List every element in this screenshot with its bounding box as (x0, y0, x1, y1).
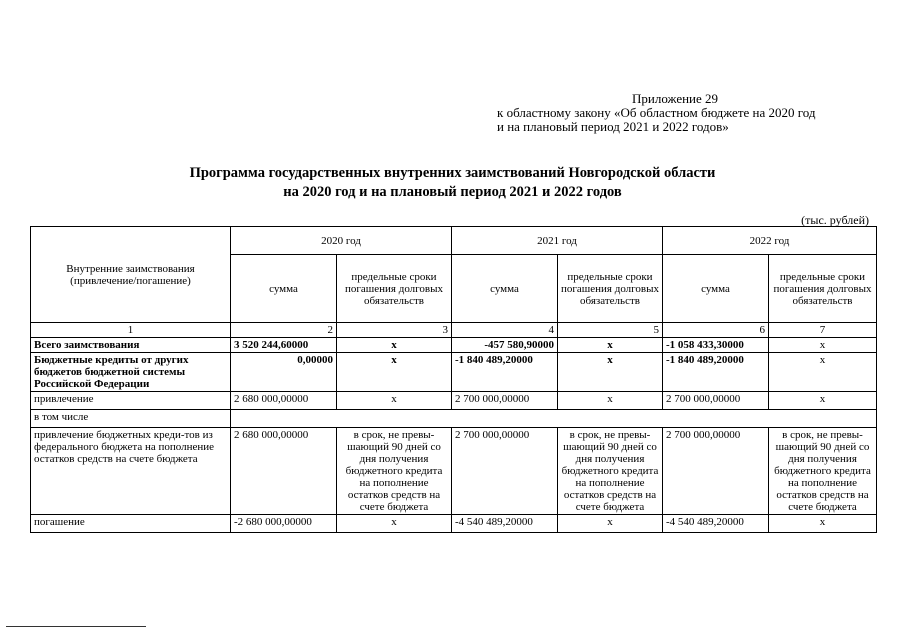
row-label: привлечение бюджетных креди-тов из федерального бюджета на пополнение остатков средств на счете бюджета (31, 428, 231, 515)
header-terms-2022: предельные сроки погашения долговых обязательств (769, 255, 877, 323)
row-label: погашение (31, 515, 231, 533)
header-terms-2021: предельные сроки погашения долговых обязательств (558, 255, 663, 323)
col-number: 7 (769, 323, 877, 338)
cell-terms-2021: x (558, 338, 663, 353)
document-title (0, 164, 905, 202)
col-number: 1 (31, 323, 231, 338)
appendix-law-ref: к областному закону «Об областном бюджете на 2020 год (497, 105, 816, 120)
cell-sum-2020: 3 520 244,60000 (231, 338, 337, 353)
col-number: 6 (663, 323, 769, 338)
cell-terms-2022: в срок, не превы-шающий 90 дней со дня получения бюджетного кредита на пополнение остатков средств на счете бюджета (769, 428, 877, 515)
cell-terms-2022: x (769, 353, 877, 392)
header-year-2021: 2021 год (452, 227, 663, 255)
cell-terms-2020: x (337, 392, 452, 410)
cell-terms-2020: в срок, не превы-шающий 90 дней со дня получения бюджетного кредита на пополнение остатков средств на счете бюджета (337, 428, 452, 515)
row-label: в том числе (31, 410, 231, 428)
cell-sum-2020: -2 680 000,00000 (231, 515, 337, 533)
cell-sum-2021: 2 700 000,00000 (452, 392, 558, 410)
header-terms-2020: предельные сроки погашения долговых обязательств (337, 255, 452, 323)
cell-sum-2022: 2 700 000,00000 (663, 392, 769, 410)
row-label: Всего заимствования (31, 338, 231, 353)
appendix-period: и на плановый период 2021 и 2022 годов» (497, 119, 729, 134)
cell-terms-2022: x (769, 392, 877, 410)
table-row-budget-credits (31, 353, 877, 392)
header-year-2022: 2022 год (663, 227, 877, 255)
header-sum-2022: сумма (663, 255, 769, 323)
appendix-number: Приложение 29 (632, 91, 719, 106)
cell-terms-2021: x (558, 515, 663, 533)
cell-sum-2020: 2 680 000,00000 (231, 428, 337, 515)
row-label: Бюджетные кредиты от других бюджетов бюджетной системы Российской Федерации (31, 353, 231, 392)
cell-terms-2020: x (337, 515, 452, 533)
cell-terms-2021: x (558, 353, 663, 392)
table-row-repayment (31, 515, 877, 533)
cell-sum-2020: 0,00000 (231, 353, 337, 392)
cell-terms-2021: в срок, не превы-шающий 90 дней со дня получения бюджетного кредита на пополнение остатков средств на счете бюджета (558, 428, 663, 515)
cell-sum-2022: -1 058 433,30000 (663, 338, 769, 353)
title-line-1: Программа государственных внутренних заимствований Новгородской области (189, 165, 716, 181)
cell-sum-2020: 2 680 000,00000 (231, 392, 337, 410)
col-number: 4 (452, 323, 558, 338)
col-number: 2 (231, 323, 337, 338)
borrowings-table (30, 226, 877, 533)
header-borrowings: Внутренние заимствования (привлечение/погашение) (31, 227, 231, 323)
table-row-federal-credits (31, 428, 877, 515)
table-row-attraction (31, 392, 877, 410)
cell-terms-2022: x (769, 338, 877, 353)
col-number: 5 (558, 323, 663, 338)
cell-sum-2022: -1 840 489,20000 (663, 353, 769, 392)
cell-terms-2020: x (337, 338, 452, 353)
header-year-2020: 2020 год (231, 227, 452, 255)
appendix-note (497, 92, 897, 134)
cell-sum-2021: -1 840 489,20000 (452, 353, 558, 392)
table-row-total (31, 338, 877, 353)
empty-cell (231, 410, 877, 428)
cell-terms-2022: x (769, 515, 877, 533)
cell-terms-2021: x (558, 392, 663, 410)
col-number: 3 (337, 323, 452, 338)
cell-sum-2021: -4 540 489,20000 (452, 515, 558, 533)
header-sum-2021: сумма (452, 255, 558, 323)
row-label: привлечение (31, 392, 231, 410)
table-row-including (31, 410, 877, 428)
footnote-divider (6, 626, 146, 627)
cell-sum-2021: -457 580,90000 (452, 338, 558, 353)
header-row-years (31, 227, 877, 255)
cell-terms-2020: x (337, 353, 452, 392)
header-sum-2020: сумма (231, 255, 337, 323)
cell-sum-2022: 2 700 000,00000 (663, 428, 769, 515)
units-label: (тыс. рублей) (801, 213, 869, 227)
cell-sum-2022: -4 540 489,20000 (663, 515, 769, 533)
header-row-numbers (31, 323, 877, 338)
cell-sum-2021: 2 700 000,00000 (452, 428, 558, 515)
title-line-2: на 2020 год и на плановый период 2021 и 2022 годов (283, 184, 622, 200)
